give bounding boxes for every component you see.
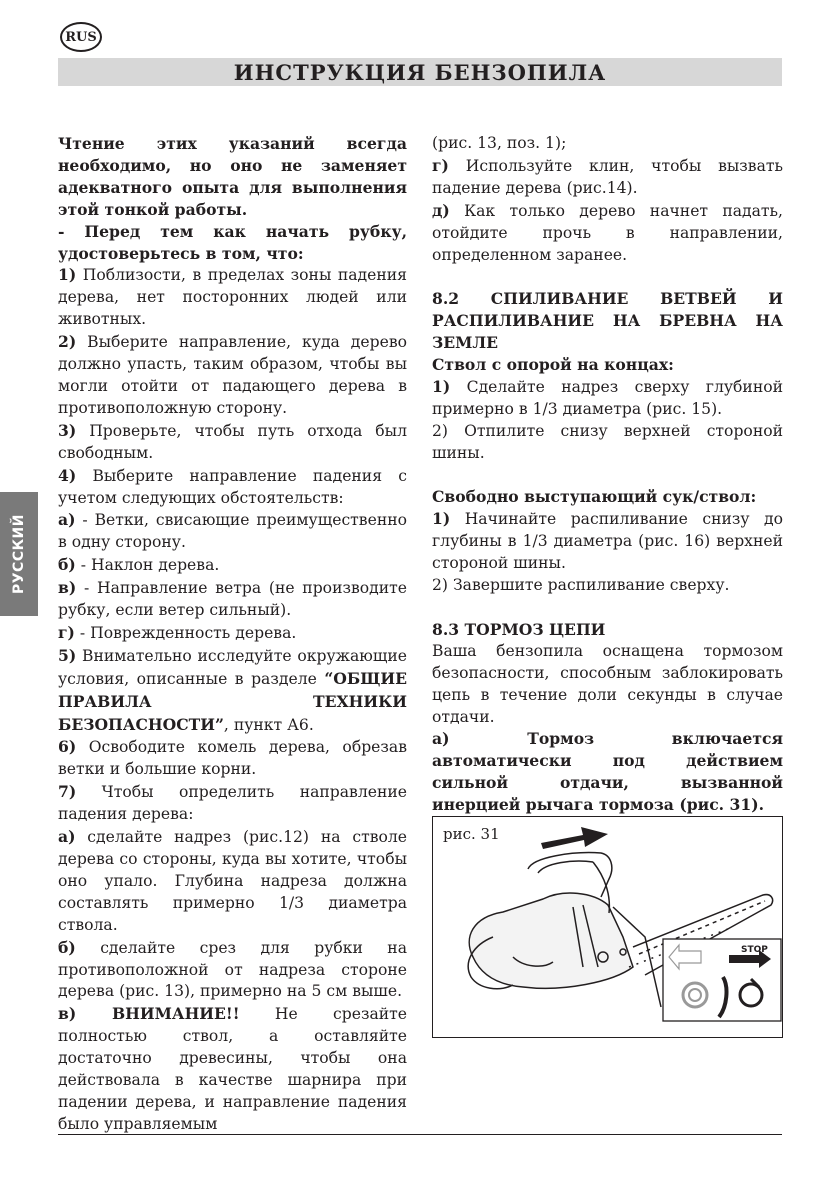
item-3-text: Проверьте, чтобы путь отхода был свободным. (58, 421, 407, 462)
item-4b (58, 554, 407, 577)
item-4a-text: - Ветки, свисающие преимущественно в одну сторону. (58, 511, 407, 552)
brake-detail-inset (663, 939, 781, 1021)
item-4-number: 4) (58, 465, 77, 485)
free-step-2: 2) Завершите распиливание сверху. (432, 576, 730, 595)
side-language-tab (0, 492, 38, 616)
item-3 (58, 420, 407, 465)
right-column (432, 133, 783, 816)
section-8-3-item-a: а) Тормоз включается автоматически под действием сильной отдачи, вызванной инерцией рычага тормоза (рис. 31). (432, 729, 783, 815)
item-5 (58, 645, 407, 737)
supported-step-1-number: 1) (432, 376, 451, 396)
left-column (58, 133, 407, 1136)
direction-arrow-icon (541, 827, 608, 849)
item-7-number: 7) (58, 782, 77, 802)
free-step-1-number: 1) (432, 509, 451, 529)
item-4v-text: - Направление ветра (не производите рубку, если ветер сильный). (58, 579, 407, 620)
item-7v-warning: в) ВНИМАНИЕ!! (58, 1004, 240, 1024)
item-g-letter: г) (432, 155, 449, 175)
item-g-text: Используйте клин, чтобы вызвать падение дерева (рис.14). (432, 156, 783, 197)
spacer (432, 266, 783, 288)
footer-rule (58, 1134, 782, 1135)
stop-label: STOP (741, 945, 768, 955)
continuation: (рис. 13, поз. 1); (432, 134, 567, 152)
item-1-number: 1) (58, 265, 77, 285)
item-4-text: Выберите направление падения с учетом следующих обстоятельств: (58, 466, 407, 507)
item-d (432, 200, 783, 267)
item-4 (58, 465, 407, 510)
section-8-3-heading: 8.3 ТОРМОЗ ЦЕПИ (432, 619, 606, 639)
item-7b-letter: б) (58, 937, 76, 957)
free-step-1 (432, 508, 783, 575)
item-4a-letter: а) (58, 510, 76, 530)
spacer (432, 465, 783, 487)
title-bar (58, 58, 782, 86)
item-4v-letter: в) (58, 578, 77, 598)
item-1-text: Поблизости, в пределах зоны падения дерева, нет посторонних людей или животных. (58, 266, 407, 329)
subheading-supported-trunk: Ствол с опорой на концах: (432, 355, 674, 375)
section-8-3-paragraph: Ваша бензопила оснащена тормозом безопасности, способным заблокировать цепь в течение доли секунды в случае отдачи. (432, 641, 783, 726)
item-4b-letter: б) (58, 555, 76, 575)
intro-paragraph: Чтение этих указаний всегда необходимо, но оно не заменяет адекватного опыта для выполнения этой тонкой работы. (58, 134, 407, 219)
supported-step-1-text: Сделайте надрез сверху глубиной примерно в 1/3 диаметра (рис. 15). (432, 377, 783, 418)
item-7a-letter: а) (58, 827, 76, 847)
figure-label: рис. 31 (443, 825, 500, 843)
item-3-number: 3) (58, 420, 77, 440)
item-7v-text: Не срезайте полностью ствол, а оставляйте достаточно древесины, чтобы она действовала в качестве шарнира при падении дерева, и направление падения было управляемым (58, 1005, 407, 1133)
spacer (432, 597, 783, 619)
side-tab-label: РУССКИЙ (11, 514, 28, 594)
item-5-number: 5) (58, 645, 77, 665)
section-8-2-heading: 8.2 СПИЛИВАНИЕ ВЕТВЕЙ И РАСПИЛИВАНИЕ НА БРЕВНА НА ЗЕМЛЕ (432, 289, 783, 353)
item-7v (58, 1003, 407, 1135)
item-d-text: Как только дерево начнет падать, отойдите прочь в направлении, определенном заранее. (432, 201, 783, 264)
item-d-letter: д) (432, 200, 450, 220)
chainsaw-illustration (433, 817, 782, 1037)
supported-step-1 (432, 376, 783, 421)
item-1 (58, 264, 407, 331)
item-5-end: , пункт А6. (223, 715, 314, 734)
item-6 (58, 736, 407, 781)
item-6-number: 6) (58, 737, 77, 757)
item-4b-text: - Наклон дерева. (75, 556, 220, 575)
item-7-text: Чтобы определить направление падения дерева: (58, 783, 407, 824)
item-4a (58, 509, 407, 554)
item-7a (58, 826, 407, 937)
item-7 (58, 781, 407, 826)
figure-31 (432, 816, 783, 1038)
item-5-text: Внимательно исследуйте окружающие условия, описанные в разделе (58, 646, 407, 688)
item-7b-text: сделайте срез для рубки на противоположной от надреза стороне дерева (рис. 13), примерно на 5 см выше. (58, 938, 407, 1001)
item-2-text: Выберите направление, куда дерево должно упасть, таким образом, чтобы вы могли отойти от падающего дерева в противоположную сторону. (58, 333, 407, 417)
item-4v (58, 577, 407, 622)
language-badge: RUS (60, 22, 102, 52)
item-4g-letter: г) (58, 622, 75, 642)
item-5-section-ref: “ОБЩИЕ ПРАВИЛА ТЕХНИКИ БЕЗОПАСНОСТИ” (58, 668, 407, 734)
item-4g (58, 622, 407, 645)
item-7b (58, 937, 407, 1004)
before-felling-heading: - Перед тем как начать рубку, удостоверьтесь в том, что: (58, 221, 407, 263)
item-4g-text: - Поврежденность дерева. (74, 623, 297, 642)
item-g (432, 155, 783, 200)
item-7a-text: сделайте надрез (рис.12) на стволе дерева со стороны, куда вы хотите, чтобы оно упало. Глубина надреза должна составлять примерно 1/3 диаметра ствола. (58, 828, 407, 934)
subheading-free-branch: Свободно выступающий сук/ствол: (432, 487, 757, 507)
supported-step-2: 2) Отпилите снизу верхней стороной шины. (432, 421, 783, 462)
item-2 (58, 331, 407, 420)
free-step-1-text: Начинайте распиливание снизу до глубины в 1/3 диаметра (рис. 16) верхней стороной шины. (432, 510, 783, 573)
page-title: ИНСТРУКЦИЯ БЕНЗОПИЛА (233, 59, 607, 85)
item-2-number: 2) (58, 332, 77, 352)
item-6-text: Освободите комель дерева, обрезав ветки и большие корни. (58, 738, 407, 779)
